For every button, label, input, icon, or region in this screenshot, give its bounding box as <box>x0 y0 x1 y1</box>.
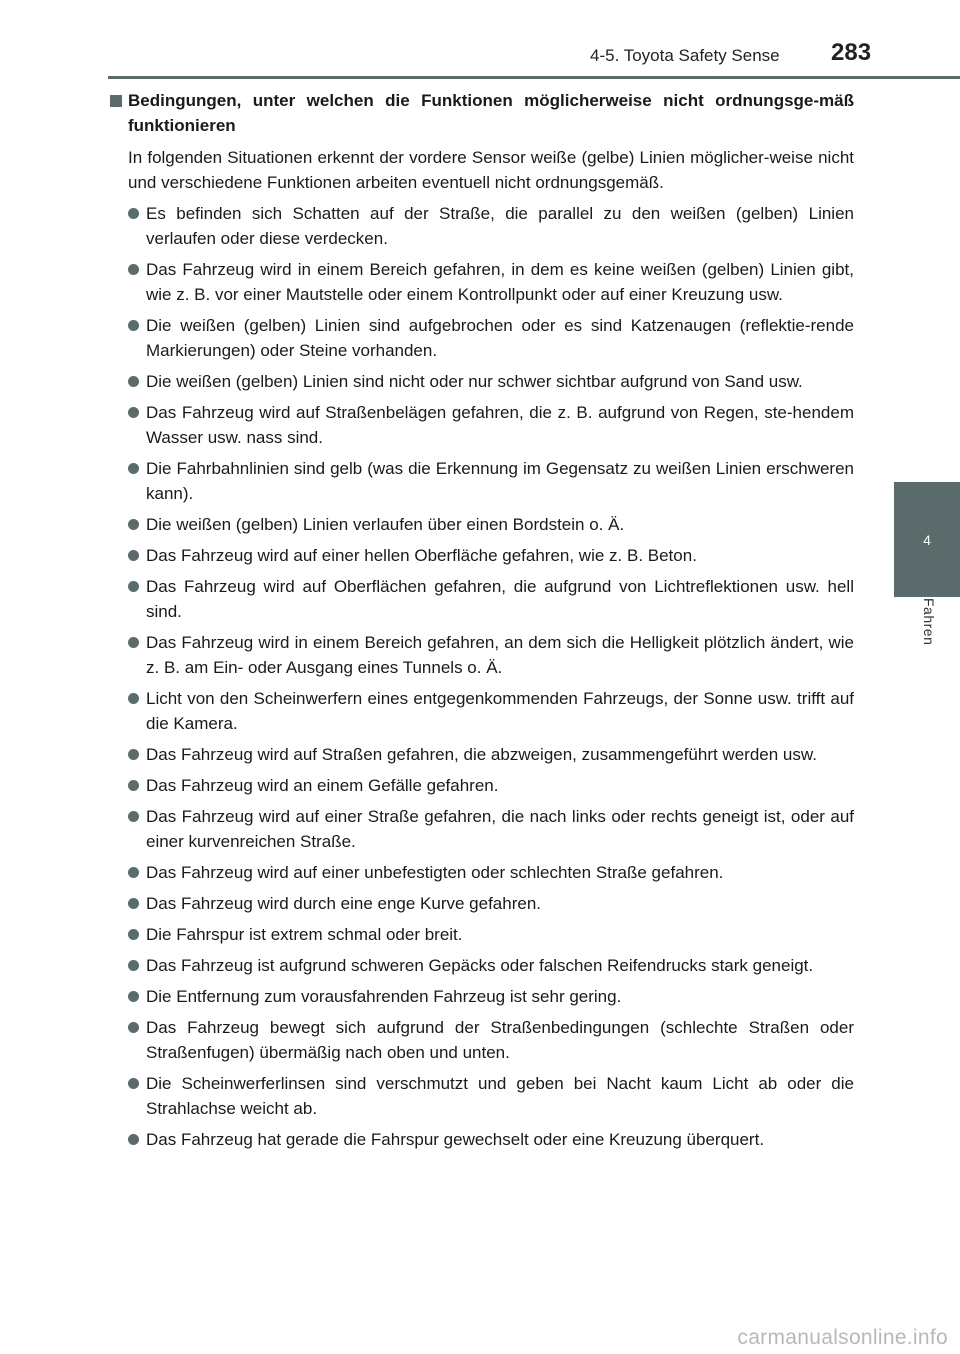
list-item-text: Das Fahrzeug wird auf Oberflächen gefahren, die aufgrund von Lichtreflektionen usw. hell sind. <box>146 577 854 621</box>
circle-bullet-icon <box>128 637 139 648</box>
list-item <box>110 201 854 251</box>
watermark: carmanualsonline.info <box>737 1326 948 1349</box>
circle-bullet-icon <box>128 929 139 940</box>
circle-bullet-icon <box>128 960 139 971</box>
list-item <box>110 1071 854 1121</box>
circle-bullet-icon <box>128 320 139 331</box>
list-item <box>110 922 854 947</box>
header-rule <box>108 76 960 79</box>
list-item <box>110 574 854 624</box>
list-item-text: Das Fahrzeug wird in einem Bereich gefahren, in dem es keine weißen (gelben) Linien gibt, wie z. B. vor einer Mautstelle oder einem Kontrollpunkt oder auf einer Kreuzung usw. <box>146 260 854 304</box>
list-item-text: Das Fahrzeug bewegt sich aufgrund der Straßenbedingungen (schlechte Straßen oder Straßenfugen) übermäßig nach oben und unten. <box>146 1018 854 1062</box>
list-item-text: Die Entfernung zum vorausfahrenden Fahrzeug ist sehr gering. <box>146 987 622 1006</box>
circle-bullet-icon <box>128 550 139 561</box>
list-item <box>110 804 854 854</box>
list-item <box>110 543 854 568</box>
circle-bullet-icon <box>128 749 139 760</box>
list-item <box>110 512 854 537</box>
list-item <box>110 313 854 363</box>
chapter-label: Fahren <box>921 598 937 646</box>
list-item-text: Die weißen (gelben) Linien sind nicht oder nur schwer sichtbar aufgrund von Sand usw. <box>146 372 803 391</box>
circle-bullet-icon <box>128 693 139 704</box>
list-item-text: Das Fahrzeug wird auf einer unbefestigten oder schlechten Straße gefahren. <box>146 863 724 882</box>
section-intro: In folgenden Situationen erkennt der vordere Sensor weiße (gelbe) Linien möglicher-weise nicht und verschiedene Funktionen arbeiten eventuell nicht ordnungsgemäß. <box>128 148 854 192</box>
section-heading <box>110 88 854 138</box>
list-item-text: Das Fahrzeug wird auf Straßenbelägen gefahren, die z. B. aufgrund von Regen, ste-hendem Wasser usw. nass sind. <box>146 403 854 447</box>
list-item <box>110 1127 854 1152</box>
condition-list <box>110 201 854 1152</box>
circle-bullet-icon <box>128 581 139 592</box>
list-item <box>110 630 854 680</box>
circle-bullet-icon <box>128 1022 139 1033</box>
list-item-text: Das Fahrzeug hat gerade die Fahrspur gewechselt oder eine Kreuzung überquert. <box>146 1130 765 1149</box>
list-item-text: Die Fahrspur ist extrem schmal oder breit. <box>146 925 463 944</box>
main-content <box>110 88 854 1158</box>
list-item-text: Die Fahrbahnlinien sind gelb (was die Erkennung im Gegensatz zu weißen Linien erschweren kann). <box>146 459 854 503</box>
circle-bullet-icon <box>128 780 139 791</box>
list-item-text: Das Fahrzeug wird durch eine enge Kurve gefahren. <box>146 894 542 913</box>
list-item <box>110 773 854 798</box>
circle-bullet-icon <box>128 463 139 474</box>
list-item <box>110 369 854 394</box>
list-item-text: Die weißen (gelben) Linien sind aufgebrochen oder es sind Katzenaugen (reflektie-rende Markierungen) oder Steine vorhanden. <box>146 316 854 360</box>
list-item-text: Das Fahrzeug wird auf einer Straße gefahren, die nach links oder rechts geneigt ist, oder auf einer kurvenreichen Straße. <box>146 807 854 851</box>
list-item <box>110 686 854 736</box>
header-section-title: 4-5. Toyota Safety Sense <box>590 46 780 65</box>
list-item-text: Das Fahrzeug wird auf einer hellen Oberfläche gefahren, wie z. B. Beton. <box>146 546 697 565</box>
circle-bullet-icon <box>128 264 139 275</box>
circle-bullet-icon <box>128 208 139 219</box>
circle-bullet-icon <box>128 991 139 1002</box>
circle-bullet-icon <box>128 407 139 418</box>
list-item-text: Das Fahrzeug ist aufgrund schweren Gepäcks oder falschen Reifendrucks stark geneigt. <box>146 956 814 975</box>
chapter-tab <box>894 482 960 597</box>
section-heading-text: Bedingungen, unter welchen die Funktionen möglicherweise nicht ordnungsge-mäß funktionieren <box>128 91 854 135</box>
circle-bullet-icon <box>128 867 139 878</box>
page-number: 283 <box>831 39 872 66</box>
list-item <box>110 456 854 506</box>
list-item <box>110 257 854 307</box>
circle-bullet-icon <box>128 811 139 822</box>
circle-bullet-icon <box>128 898 139 909</box>
list-item-text: Das Fahrzeug wird auf Straßen gefahren, die abzweigen, zusammengeführt werden usw. <box>146 745 817 764</box>
chapter-number: 4 <box>923 532 931 548</box>
list-item-text: Die Scheinwerferlinsen sind verschmutzt und geben bei Nacht kaum Licht ab oder die Strahlachse weicht ab. <box>146 1074 854 1118</box>
list-item <box>110 891 854 916</box>
circle-bullet-icon <box>128 1134 139 1145</box>
list-item <box>110 400 854 450</box>
list-item-text: Die weißen (gelben) Linien verlaufen über einen Bordstein o. Ä. <box>146 515 625 534</box>
circle-bullet-icon <box>128 376 139 387</box>
list-item-text: Das Fahrzeug wird in einem Bereich gefahren, an dem sich die Helligkeit plötzlich ändert, wie z. B. am Ein- oder Ausgang eines Tunnels o. Ä. <box>146 633 854 677</box>
list-item <box>110 984 854 1009</box>
circle-bullet-icon <box>128 1078 139 1089</box>
list-item <box>110 860 854 885</box>
square-bullet-icon <box>110 95 122 107</box>
list-item-text: Licht von den Scheinwerfern eines entgegenkommenden Fahrzeugs, der Sonne usw. trifft auf die Kamera. <box>146 689 854 733</box>
list-item <box>110 1015 854 1065</box>
list-item <box>110 742 854 767</box>
list-item <box>110 953 854 978</box>
list-item-text: Es befinden sich Schatten auf der Straße, die parallel zu den weißen (gelben) Linien verlaufen oder diese verdecken. <box>146 204 854 248</box>
circle-bullet-icon <box>128 519 139 530</box>
list-item-text: Das Fahrzeug wird an einem Gefälle gefahren. <box>146 776 499 795</box>
